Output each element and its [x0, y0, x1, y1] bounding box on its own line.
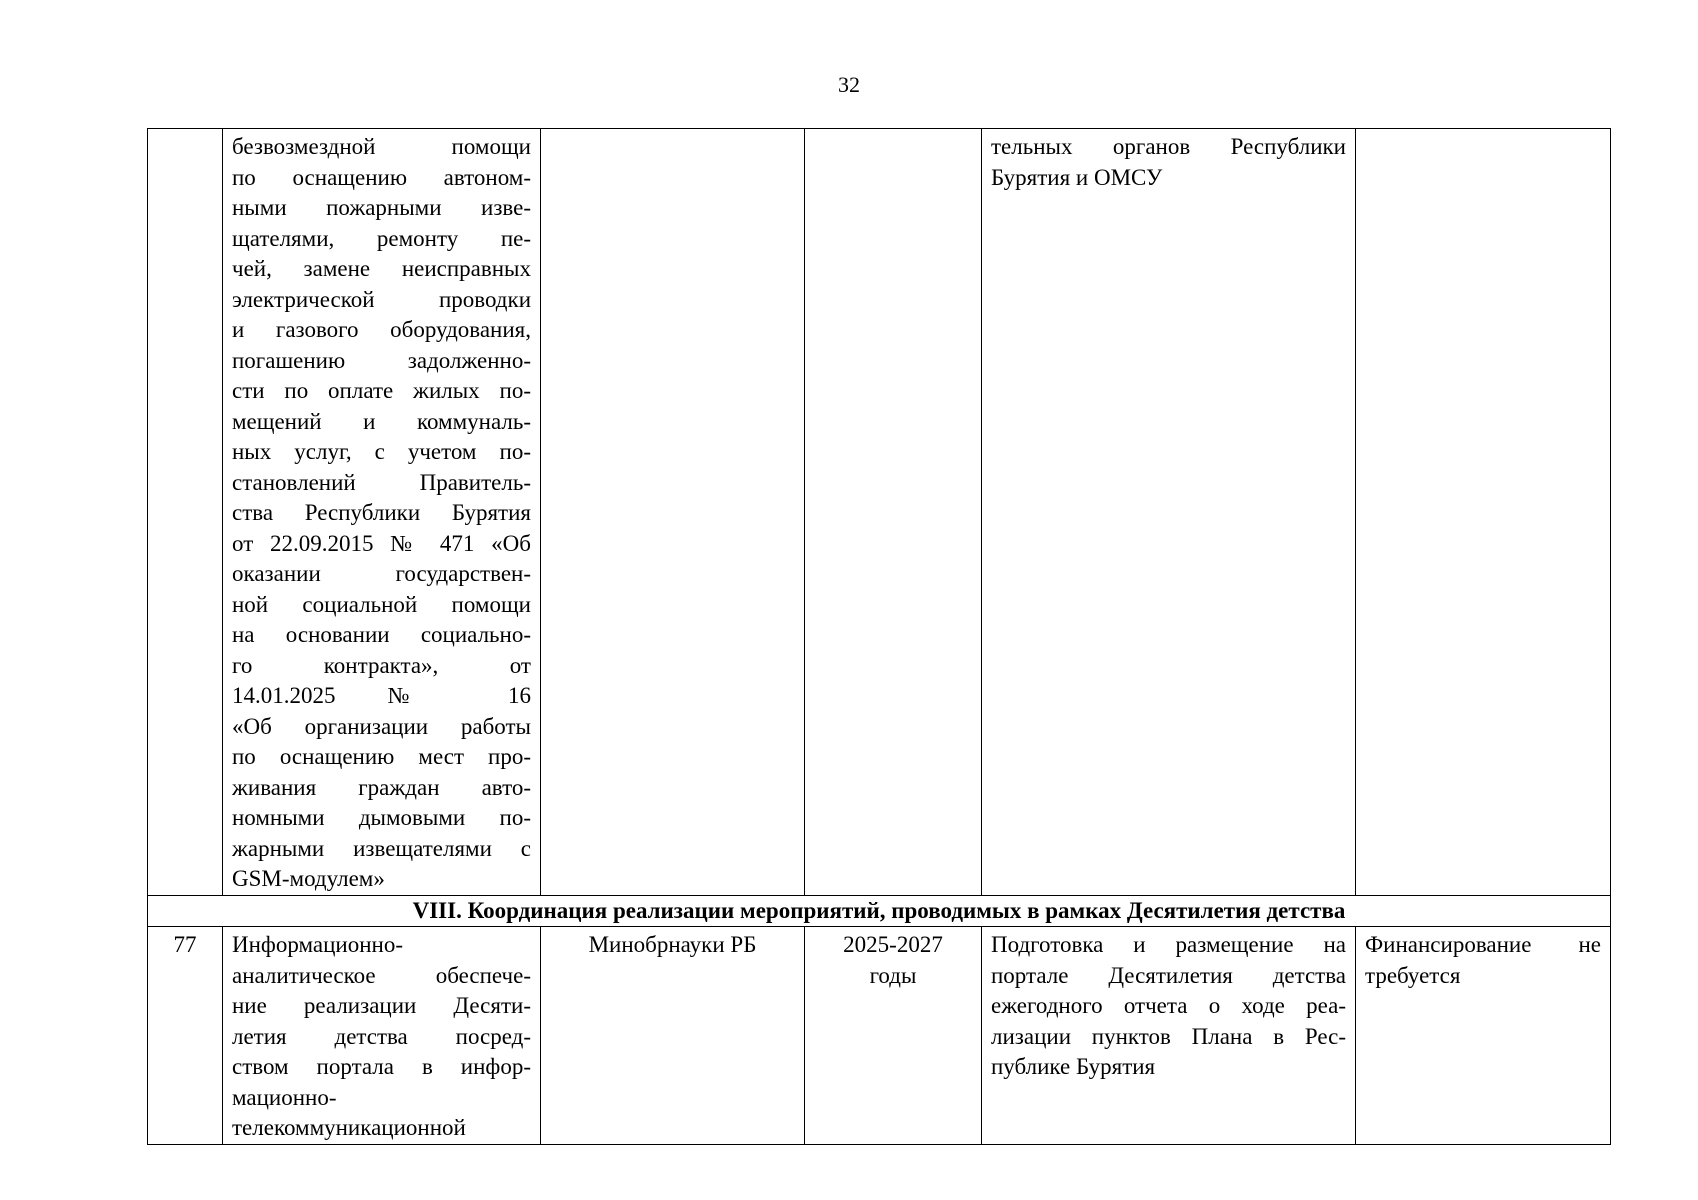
page-number: 32 [838, 72, 860, 97]
text-line: электрической проводки [232, 286, 531, 312]
text-line: ством портала в инфор- [232, 1054, 531, 1079]
text-line: по оснащению мест про- [232, 744, 531, 769]
text-line: Подготовка и размещение на [991, 932, 1346, 957]
text-line: 14.01.2025 № 16 [232, 683, 531, 708]
deadline-cell [805, 129, 982, 896]
text-line: го контракта», от [232, 652, 531, 678]
table-row [148, 129, 1611, 896]
text-line: мационно- [232, 1084, 337, 1110]
text-line: по оснащению автоном- [232, 164, 531, 190]
text-line: «Об организации работы [232, 713, 531, 739]
section-heading: VIII. Координация реализации мероприятий, проводимых в рамках Десятилетия детства [148, 896, 1611, 927]
text-line: аналитическое обеспече- [232, 962, 531, 988]
financing-cell [1356, 927, 1611, 1145]
text-line: мещений и коммуналь- [232, 408, 531, 434]
row-number-cell: 77 [148, 927, 223, 1145]
text-line: публике Бурятия [991, 1054, 1156, 1079]
text-line: ства Республики Бурятия [232, 500, 531, 525]
measure-text [232, 930, 531, 1144]
text-line: ежегодного отчета о ходе реа- [991, 993, 1346, 1018]
text-line: летия детства посред- [232, 1023, 531, 1049]
text-line: GSM-модулем» [232, 866, 385, 891]
text-line: годы [869, 962, 917, 988]
text-line: и газового оборудования, [232, 317, 531, 342]
measure-text [232, 132, 531, 895]
text-line: щателями, ремонту пе- [232, 225, 531, 251]
measure-cell [223, 927, 541, 1145]
text-line: ние реализации Десяти- [232, 993, 531, 1018]
result-cell [982, 927, 1356, 1145]
text-line: оказании государствен- [232, 561, 531, 586]
responsible-cell: Минобрнауки РБ [541, 927, 805, 1145]
deadline-text [814, 930, 972, 991]
measure-cell [223, 129, 541, 896]
plan-table [147, 128, 1611, 1145]
text-line: телекоммуникационной [232, 1115, 466, 1140]
text-line: погашению задолженно- [232, 347, 531, 373]
text-line: сти по оплате жилых по- [232, 378, 531, 403]
deadline-cell [805, 927, 982, 1145]
section-row [148, 896, 1611, 927]
text-line: 2025-2027 [843, 932, 943, 957]
responsible-cell [541, 129, 805, 896]
text-line: от 22.09.2015 № 471 «Об [232, 530, 531, 556]
text-line: Бурятия и ОМСУ [991, 164, 1163, 190]
text-line: требуется [1365, 962, 1461, 988]
text-line: на основании социально- [232, 622, 531, 647]
row-number-cell [148, 129, 223, 896]
text-line: живания граждан авто- [232, 774, 531, 800]
result-cell [982, 129, 1356, 896]
text-line: портале Десятилетия детства [991, 962, 1346, 988]
text-line: ной социальной помощи [232, 591, 531, 617]
text-line: безвозмездной помощи [232, 134, 531, 159]
text-line: Финансирование не [1365, 932, 1601, 957]
financing-cell [1356, 129, 1611, 896]
text-line: тельных органов Республики [991, 134, 1346, 159]
table-row [148, 927, 1611, 1145]
text-line: чей, замене неисправных [232, 256, 531, 281]
text-line: ными пожарными изве- [232, 195, 531, 220]
result-text [991, 132, 1346, 193]
text-line: жарными извещателями с [232, 835, 531, 861]
text-line: ных услуг, с учетом по- [232, 439, 531, 464]
text-line: номными дымовыми по- [232, 805, 531, 830]
text-line: лизации пунктов Плана в Рес- [991, 1023, 1346, 1049]
text-line: становлений Правитель- [232, 469, 531, 495]
financing-text [1365, 930, 1601, 991]
result-text [991, 930, 1346, 1083]
text-line: Информационно- [232, 932, 403, 957]
